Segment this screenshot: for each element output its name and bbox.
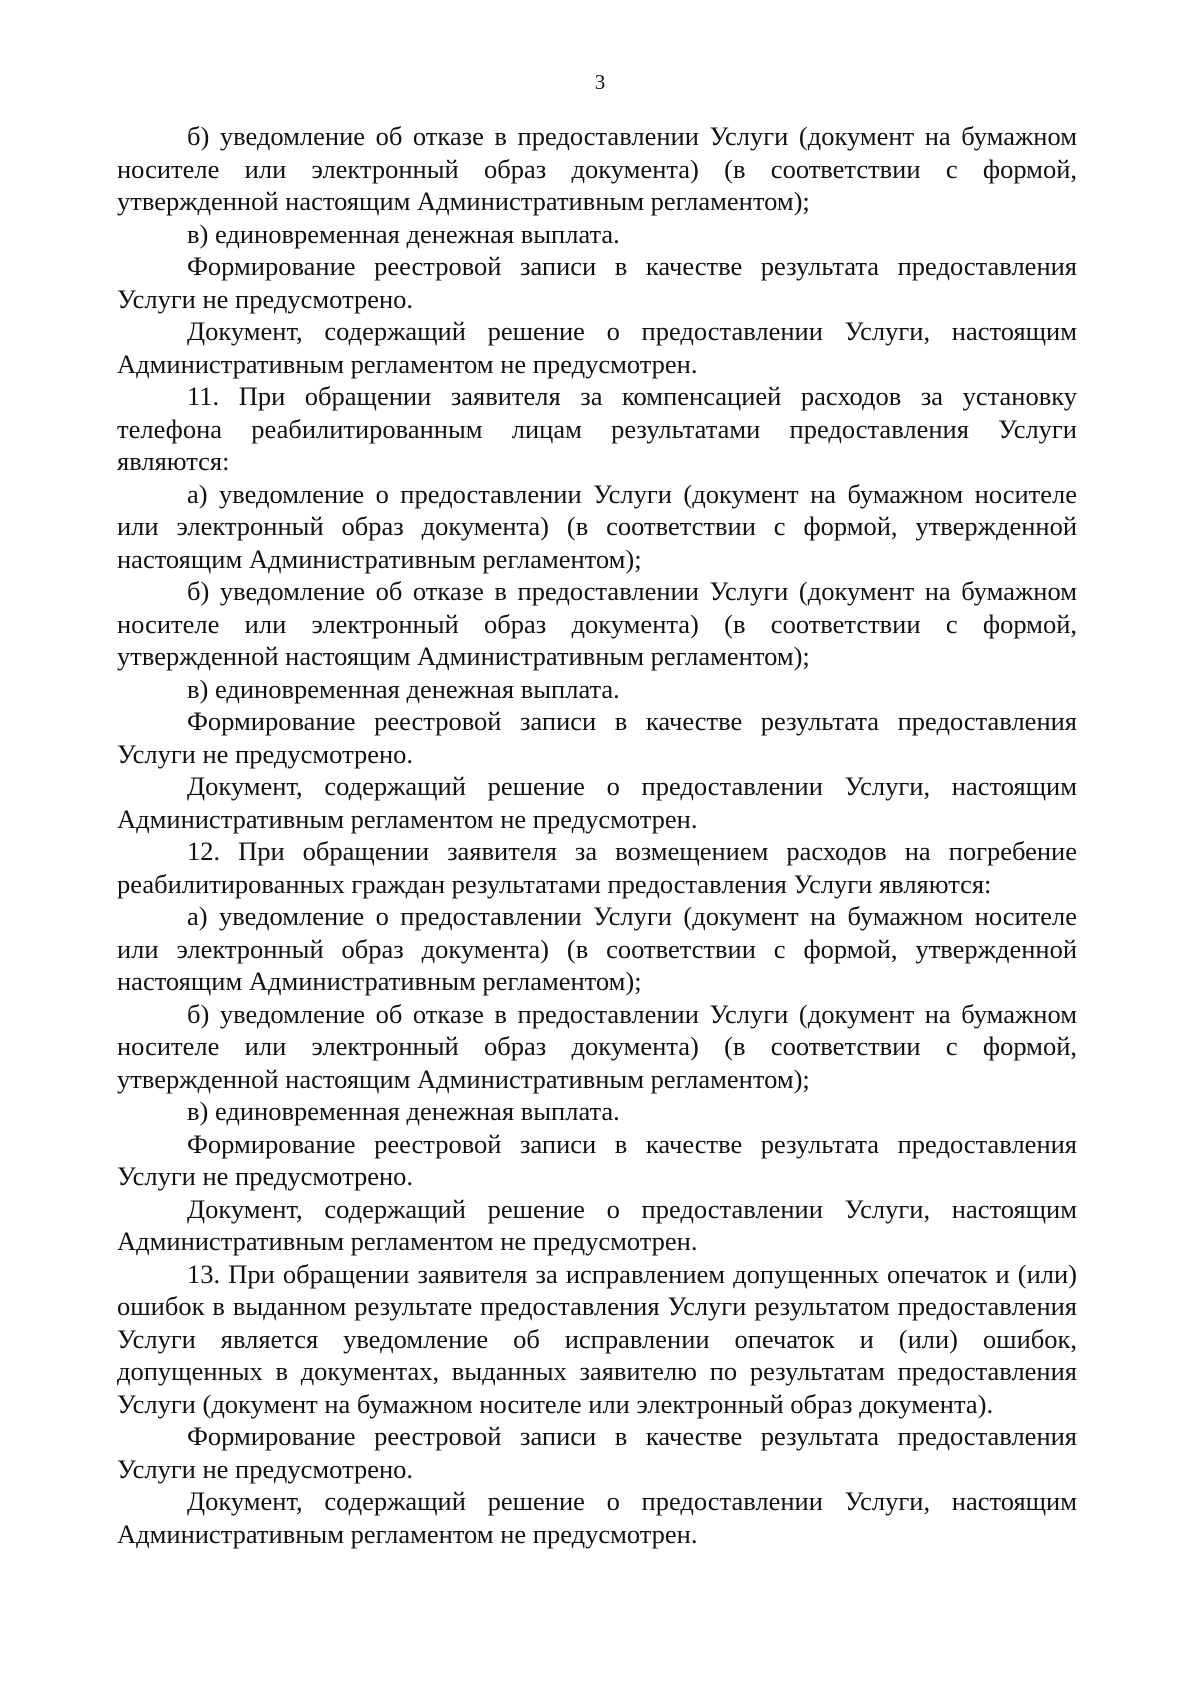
paragraph-19: Документ, содержащий решение о предоставлении Услуги, настоящим Административным регламентом не предусмотрен. — [117, 1486, 1077, 1549]
paragraph-15: Формирование реестровой записи в качестве результата предоставления Услуги не предусмотрено. — [117, 1128, 1077, 1191]
paragraph-10: Документ, содержащий решение о предоставлении Услуги, настоящим Административным регламентом не предусмотрен. — [117, 771, 1077, 834]
paragraph-17: 13. При обращении заявителя за исправлением допущенных опечаток и (или) ошибок в выданном результате предоставления Услуги результатом предоставления Услуги является уведомление об исправлении опечаток и (или) ошибок, допущенных в документах, выданных заявителю по результатам предоставления Услуги (документ на бумажном носителе или электронный образ документа). — [117, 1258, 1077, 1419]
paragraph-7: б) уведомление об отказе в предоставлении Услуги (документ на бумажном носителе или электронный образ документа) (в соответствии с формой, утвержденной настоящим Административным регламентом); — [117, 576, 1077, 671]
paragraph-3: Формирование реестровой записи в качестве результата предоставления Услуги не предусмотрено. — [117, 251, 1077, 314]
document-body — [117, 120, 1077, 1550]
paragraph-14: в) единовременная денежная выплата. — [187, 1096, 620, 1126]
paragraph-2: в) единовременная денежная выплата. — [187, 218, 620, 249]
paragraph-12: а) уведомление о предоставлении Услуги (документ на бумажном носителе или электронный образ документа) (в соответствии с формой, утвержденной настоящим Административным регламентом); — [117, 901, 1077, 996]
paragraph-4: Документ, содержащий решение о предоставлении Услуги, настоящим Административным регламентом не предусмотрен. — [117, 316, 1077, 379]
paragraph-11: 12. При обращении заявителя за возмещением расходов на погребение реабилитированных граждан результатами предоставления Услуги являются: — [117, 836, 1077, 899]
paragraph-5: 11. При обращении заявителя за компенсацией расходов за установку телефона реабилитированным лицам результатами предоставления Услуги являются: — [117, 381, 1077, 476]
paragraph-8: в) единовременная денежная выплата. — [187, 673, 620, 704]
paragraph-6: а) уведомление о предоставлении Услуги (документ на бумажном носителе или электронный образ документа) (в соответствии с формой, утвержденной настоящим Административным регламентом); — [117, 478, 1077, 574]
page-number: 3 — [594, 70, 606, 94]
paragraph-16: Документ, содержащий решение о предоставлении Услуги, настоящим Административным регламентом не предусмотрен. — [117, 1193, 1077, 1256]
paragraph-18: Формирование реестровой записи в качестве результата предоставления Услуги не предусмотрено. — [117, 1421, 1077, 1484]
paragraph-1: б) уведомление об отказе в предоставлении Услуги (документ на бумажном носителе или электронный образ документа) (в соответствии с формой, утвержденной настоящим Административным регламентом); — [117, 121, 1077, 216]
paragraph-13: б) уведомление об отказе в предоставлении Услуги (документ на бумажном носителе или электронный образ документа) (в соответствии с формой, утвержденной настоящим Административным регламентом); — [117, 998, 1077, 1094]
paragraph-9: Формирование реестровой записи в качестве результата предоставления Услуги не предусмотрено. — [117, 706, 1077, 769]
